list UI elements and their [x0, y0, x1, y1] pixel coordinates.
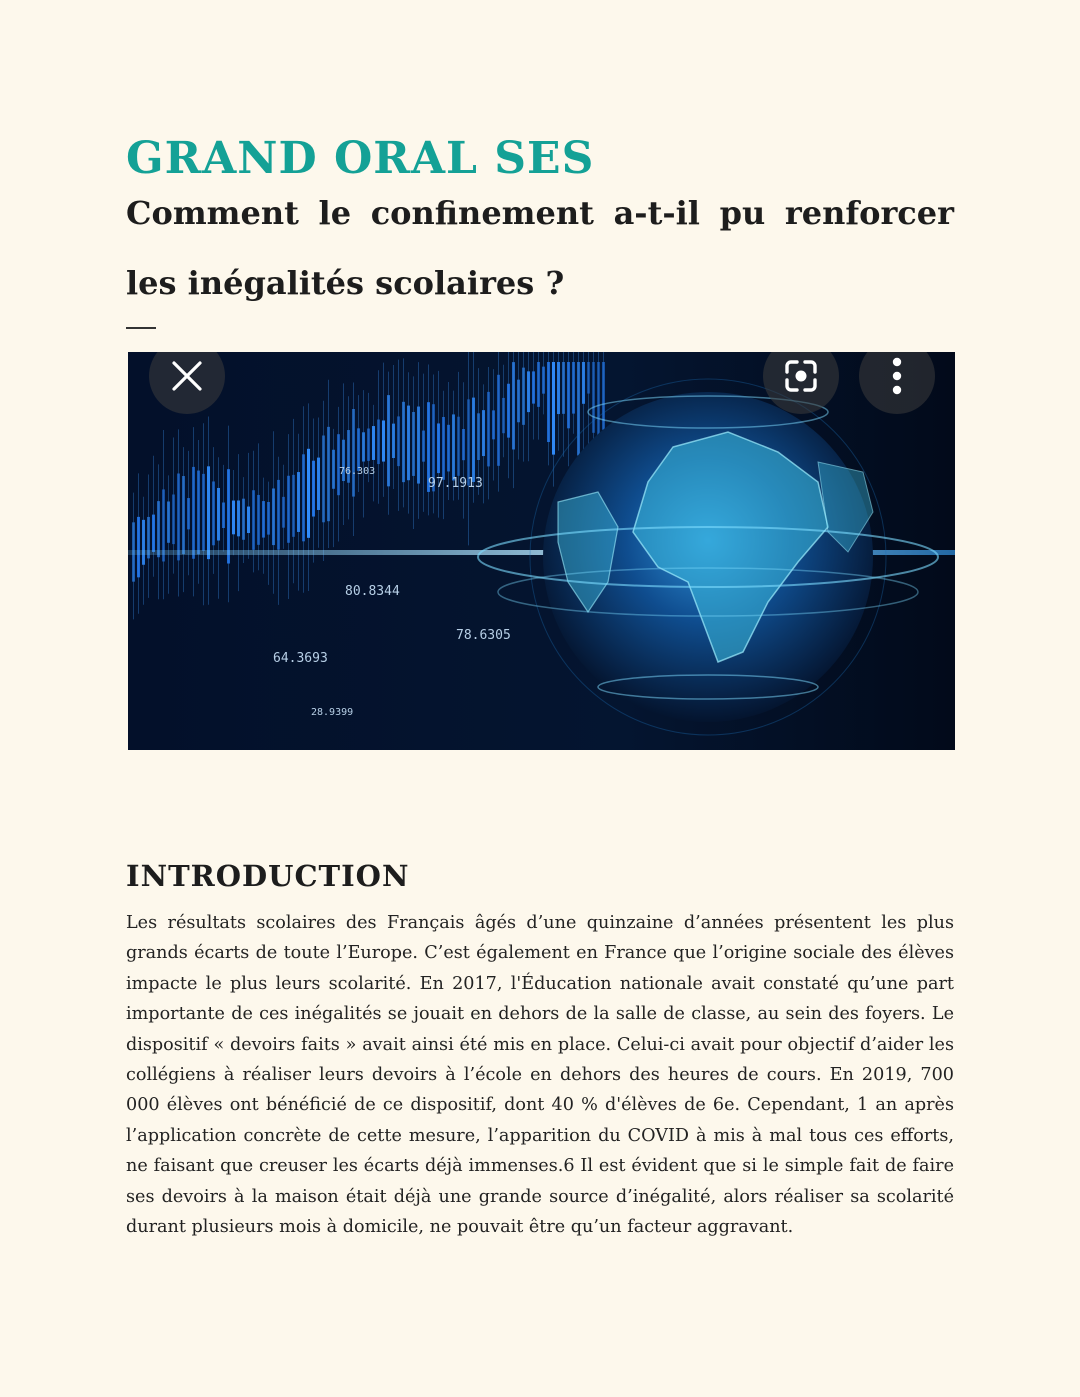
number-label: 28.9399	[311, 707, 354, 718]
introduction-paragraph: Les résultats scolaires des Français âgés d’une quinzaine d’années présentent les plus grands écarts de toute l’Europe. C’est également en France que l’origine sociale des élèves impacte le plus leurs scolarité. En 2017, l'Éducation nationale avait constaté qu’une part importante de ces inégalités se jouait en dehors de la salle de classe, au sein des foyers. Le dispositif « devoirs faits » avait ainsi été mis en place. Celui-ci avait pour objectif d’aider les collégiens à réaliser leurs devoirs à l’école en dehors des heures de cours. En 2019, 700 000 élèves ont bénéficié de ce dispositif, dont 40 % d'élèves de 6e. Cependant, 1 an après l’application concrète de cette mesure, l’apparition du COVID à mis à mal tous ces efforts, ne faisant que creuser les écarts déjà immenses.6 Il est évident que si le simple fait de faire ses devoirs à la maison était déjà une grande source d’inégalité, alors réaliser sa scolarité durant plusieurs mois à domicile, ne pouvait être qu’un facteur aggravant.	[126, 913, 954, 1238]
number-label: 78.6305	[456, 628, 511, 643]
number-label: 64.3693	[273, 651, 328, 666]
lens-icon	[781, 356, 821, 396]
number-label: 97.1913	[428, 476, 483, 491]
section-heading-introduction: INTRODUCTION	[126, 859, 410, 893]
globe-finance-illustration	[128, 352, 955, 750]
more-vertical-icon	[891, 356, 903, 396]
title-divider	[126, 327, 156, 329]
number-label: 76.303	[339, 466, 376, 477]
close-icon	[170, 359, 204, 393]
hero-image	[128, 352, 955, 750]
number-label: 80.8344	[345, 584, 400, 599]
document-title: GRAND ORAL SES	[126, 133, 595, 184]
document-subtitle: Comment le confinement a-t-il pu renforcer les inégalités scolaires ?	[126, 194, 954, 302]
